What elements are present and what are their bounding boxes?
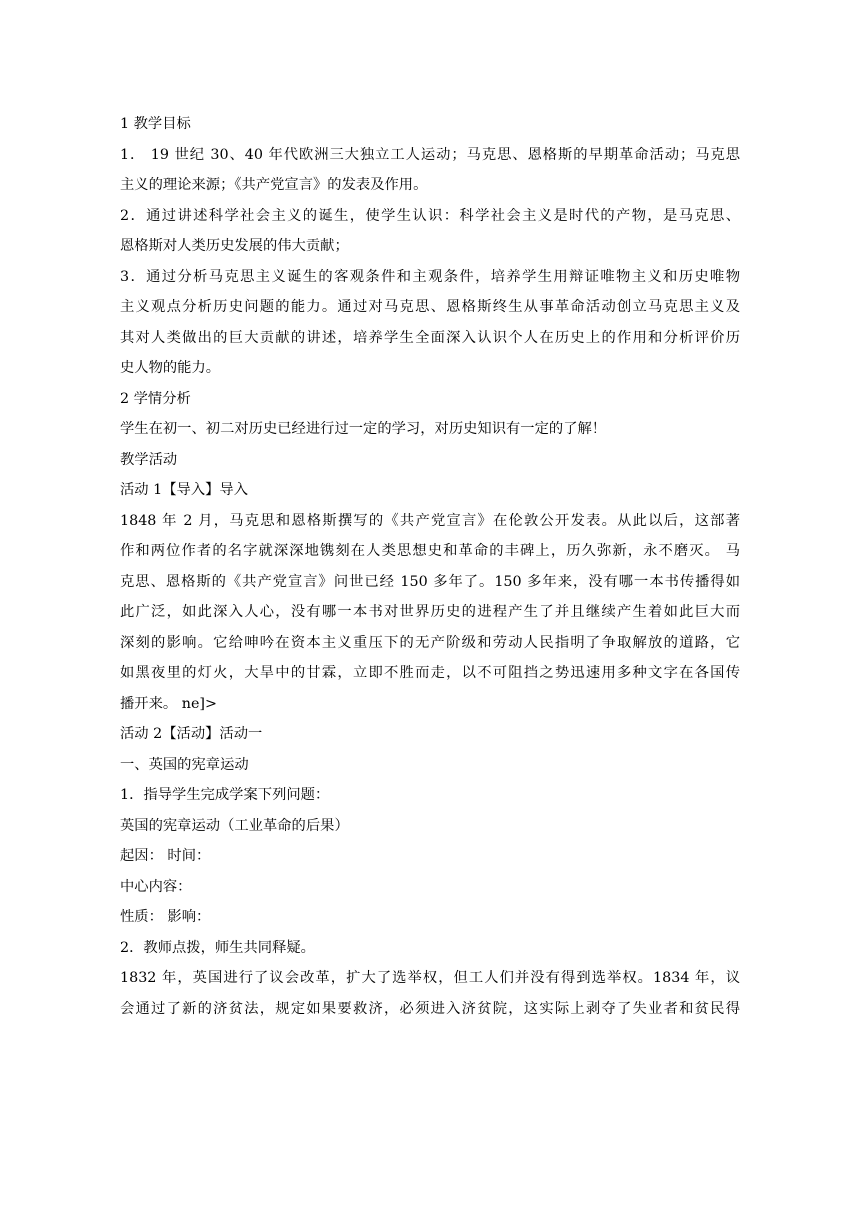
paragraph-line: 英国的宪章运动（工业革命的后果） xyxy=(120,817,349,834)
paragraph-line: 主义观点分析历史问题的能力。通过对马克思、恩格斯终生从事革命活动创立马克思主义及 xyxy=(120,299,740,315)
paragraph-line: 此广泛，如此深入人心，没有哪一本书对世界历史的进程产生了并且继续产生着如此巨大而 xyxy=(120,604,740,620)
paragraph-line: 3．通过分析马克思主义诞生的客观条件和主观条件，培养学生用辩证唯物主义和历史唯物 xyxy=(120,268,740,285)
paragraph-line: 播开来。 ne]> xyxy=(120,695,217,712)
paragraph-line: 学生在初一、初二对历史已经进行过一定的学习，对历史知识有一定的了解！ xyxy=(120,421,607,437)
document-body xyxy=(120,109,740,1024)
section-heading-learner-analysis: 2 学情分析 xyxy=(120,390,191,407)
paragraph-line: 2．通过讲述科学社会主义的诞生，使学生认识：科学社会主义是时代的产物，是马克思、 xyxy=(120,207,740,224)
paragraph-line: 恩格斯对人类历史发展的伟大贡献； xyxy=(120,238,349,254)
paragraph-line: 1848 年 2 月，马克思和恩格斯撰写的《共产党宣言》在伦敦公开发表。从此以后，这部著 xyxy=(120,512,740,529)
paragraph-line: 会通过了新的济贫法，规定如果要救济，必须进入济贫院，这实际上剥夺了失业者和贫民得 xyxy=(120,1000,740,1017)
section-heading-teaching-activities: 教学活动 xyxy=(120,451,178,468)
paragraph-line: 其对人类做出的巨大贡献的讲述，培养学生全面深入认识个人在历史上的作用和分析评价历 xyxy=(120,329,740,346)
section-heading-teaching-goals: 1 教学目标 xyxy=(120,116,191,132)
paragraph-line: 克思、恩格斯的《共产党宣言》问世已经 150 多年了。150 多年来，没有哪一本书传播得如 xyxy=(120,573,740,590)
list-item: 2．教师点拨，师生共同释疑。 xyxy=(120,939,315,956)
activity-heading-1: 活动 1【导入】导入 xyxy=(120,482,249,498)
worksheet-field: 中心内容： xyxy=(120,878,192,895)
paragraph-line: 深刻的影响。它给呻吟在资本主义重压下的无产阶级和劳动人民指明了争取解放的道路，它 xyxy=(120,634,740,651)
paragraph-line: 如黑夜里的灯火，大旱中的甘霖，立即不胜而走，以不可阻挡之势迅速用多种文字在各国传 xyxy=(120,665,740,681)
activity-heading-2: 活动 2【活动】活动一 xyxy=(120,726,263,742)
subsection-heading: 一、英国的宪章运动 xyxy=(120,756,249,773)
paragraph-line: 作和两位作者的名字就深深地镌刻在人类思想史和革命的丰碑上，历久弥新，永不磨灭。 马 xyxy=(120,543,740,559)
worksheet-field: 起因： 时间： xyxy=(120,848,211,864)
paragraph-line: 主义的理论来源；《共产党宣言》的发表及作用。 xyxy=(120,177,428,193)
paragraph-line: 史人物的能力。 xyxy=(120,360,221,376)
list-item: 1．指导学生完成学案下列问题： xyxy=(120,787,330,803)
paragraph-line: 1． 19 世纪 30、40 年代欧洲三大独立工人运动；马克思、恩格斯的早期革命活动；马克思 xyxy=(120,146,740,163)
paragraph-line: 1832 年，英国进行了议会改革，扩大了选举权，但工人们并没有得到选举权。1834 年，议 xyxy=(120,970,740,986)
worksheet-field: 性质： 影响： xyxy=(120,909,211,925)
